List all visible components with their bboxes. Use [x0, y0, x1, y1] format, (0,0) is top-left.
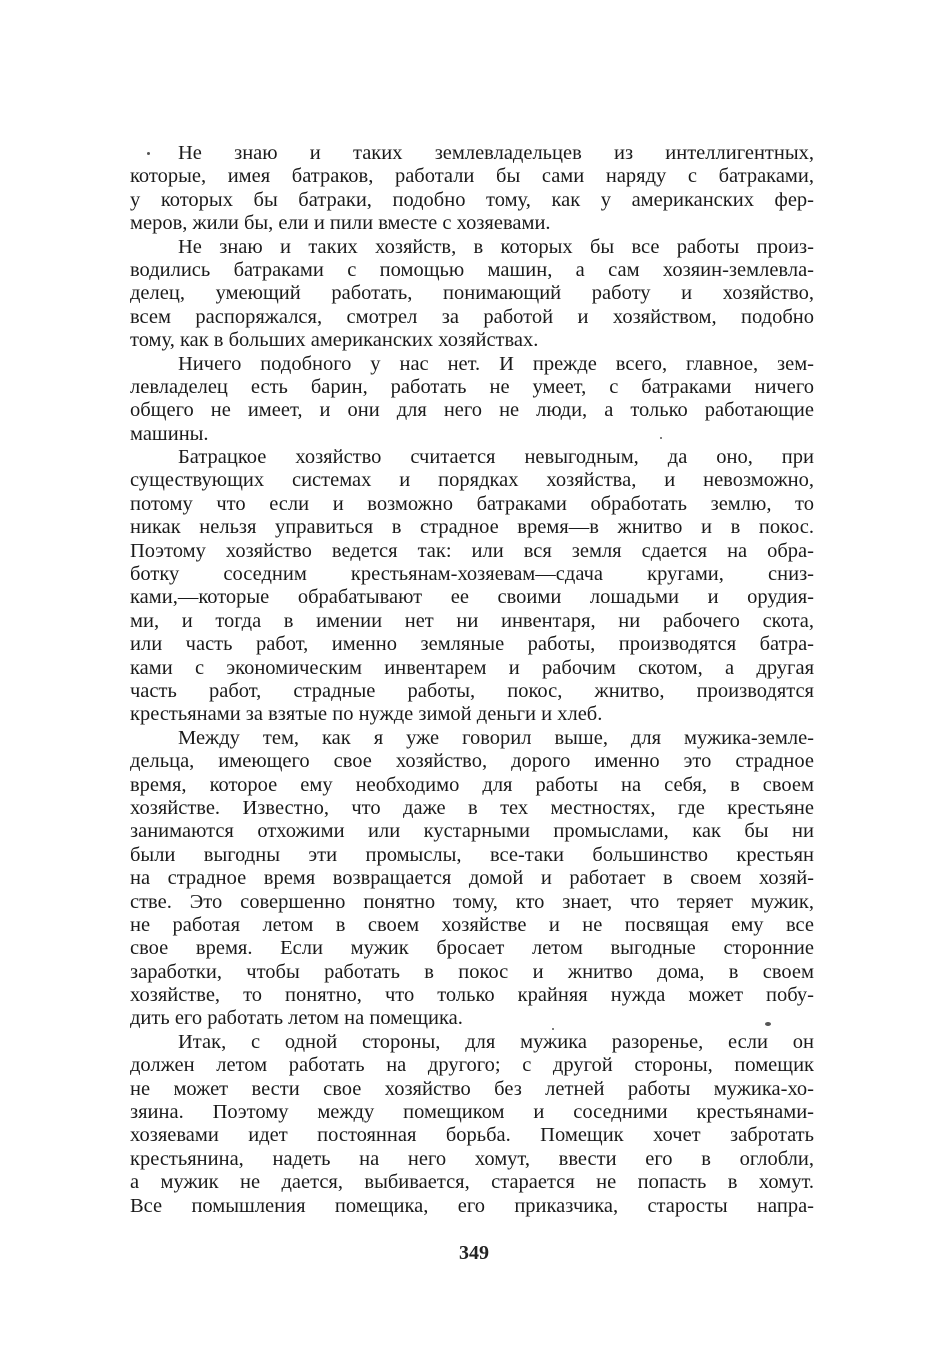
- text-line: крестьянина, надеть на него хомут, ввести его в оглобли,: [130, 1147, 814, 1170]
- text-line: ми, и тогда в имении нет ни инвентаря, ни рабочего скота,: [130, 609, 814, 632]
- text-line: свое время. Если мужик бросает летом выгодные сторонние: [130, 937, 814, 960]
- text-line: хозяевами идет постоянная борьба. Помещик хочет забротать: [130, 1124, 814, 1147]
- text-line: общего не имеет, и они для него не люди, а только работающие: [130, 399, 814, 422]
- text-line: Не знаю и таких хозяйств, в которых бы все работы произ-: [178, 235, 814, 258]
- text-line: Все помышления помещика, его приказчика, старосты напра-: [130, 1194, 814, 1217]
- text-line: Итак, с одной стороны, для мужика разоренье, если он: [178, 1030, 814, 1053]
- text-line: всем распоряжался, смотрел за работой и хозяйством, подобно: [130, 305, 814, 328]
- text-line: не может вести свое хозяйство без летней работы мужика-хо-: [130, 1077, 814, 1100]
- text-line: ками,—которые обрабатывают ее своими лошадьми и орудия-: [130, 586, 814, 609]
- text-line: должен летом работать на другого; с другой стороны, помещик: [130, 1054, 814, 1077]
- text-line: делец, умеющий работать, понимающий работу и хозяйство,: [130, 282, 814, 305]
- paragraph: [130, 1031, 814, 1218]
- text-line: тому, как в больших американских хозяйствах.: [130, 329, 539, 352]
- text-line: заработки, чтобы работать в покос и жнитво дома, в своем: [130, 960, 814, 983]
- text-line: существующих системах и порядках хозяйства, и невозможно,: [130, 469, 814, 492]
- page-number: 349: [459, 1242, 489, 1264]
- text-line: Ничего подобного у нас нет. И прежде всего, главное, зем-: [178, 352, 814, 375]
- text-line: дельца, имеющего свое хозяйство, дорого именно это страдное: [130, 750, 814, 773]
- text-line: никак нельзя управиться в страдное время—в жнитво и в покос.: [130, 516, 814, 539]
- text-line: Между тем, как я уже говорил выше, для мужика-земле-: [178, 726, 814, 749]
- text-line: хозяйстве. Известно, что даже в тех местностях, где крестьяне: [130, 796, 814, 819]
- scan-speck: [147, 152, 150, 155]
- text-line: хозяйстве, то понятно, что только крайняя нужда может побу-: [130, 984, 814, 1007]
- text-line: ками с экономическим инвентарем и рабочим скотом, а другая: [130, 656, 814, 679]
- text-line: Поэтому хозяйство ведется так: или вся земля сдается на обра-: [130, 539, 814, 562]
- text-line: которые, имея батраков, работали бы сами наряду с батраками,: [130, 165, 814, 188]
- paragraph: [130, 236, 814, 353]
- scan-speck: [660, 437, 662, 439]
- text-line: машины.: [130, 422, 209, 445]
- paragraph: [130, 446, 814, 727]
- text-line: водились батраками с помощью машин, а сам хозяин-землевла-: [130, 258, 814, 281]
- text-line: дить его работать летом на помещика.: [130, 1007, 463, 1030]
- paragraph: [130, 727, 814, 1031]
- text-line: часть работ, страдные работы, покос, жнитво, производятся: [130, 679, 814, 702]
- page-body: [130, 142, 814, 1242]
- text-line: потому что если и возможно батраками обработать землю, то: [130, 492, 814, 515]
- paragraph: [130, 353, 814, 447]
- text-line: время, которое ему необходимо для работы на себя, в своем: [130, 773, 814, 796]
- text-line: зяина. Поэтому между помещиком и соседними крестьянами-: [130, 1101, 814, 1124]
- text-line: Не знаю и таких землевладельцев из интеллигентных,: [178, 142, 814, 164]
- text-line: Батрацкое хозяйство считается невыгодным, да оно, при: [178, 446, 814, 469]
- text-line: меров, жили бы, ели и пили вместе с хозяевами.: [130, 212, 551, 235]
- text-line: стве. Это совершенно понятно тому, кто знает, что теряет мужик,: [130, 890, 814, 913]
- paragraph: [130, 142, 814, 236]
- text-line: ботку соседним крестьянам-хозяевам—сдача кругами, сниз-: [130, 563, 814, 586]
- text-line: или часть работ, именно земляные работы, производятся батра-: [130, 633, 814, 656]
- scan-speck: [765, 1022, 771, 1026]
- text-line: занимаются отхожими или кустарными промыслами, как бы ни: [130, 820, 814, 843]
- text-line: у которых бы батраки, подобно тому, как у американских фер-: [130, 188, 814, 211]
- text-line: а мужик не дается, выбивается, старается не попасть в хомут.: [130, 1171, 814, 1194]
- text-line: на страдное время возвращается домой и работает в своем хозяй-: [130, 867, 814, 890]
- text-line: левладелец есть барин, работать не умеет, с батраками ничего: [130, 375, 814, 398]
- text-line: не работая летом в своем хозяйстве и не посвящая ему все: [130, 913, 814, 936]
- text-line: были выгодны эти промыслы, все-таки большинство крестьян: [130, 843, 814, 866]
- scan-speck: [552, 1028, 554, 1030]
- text-line: крестьянами за взятые по нужде зимой деньги и хлеб.: [130, 703, 603, 726]
